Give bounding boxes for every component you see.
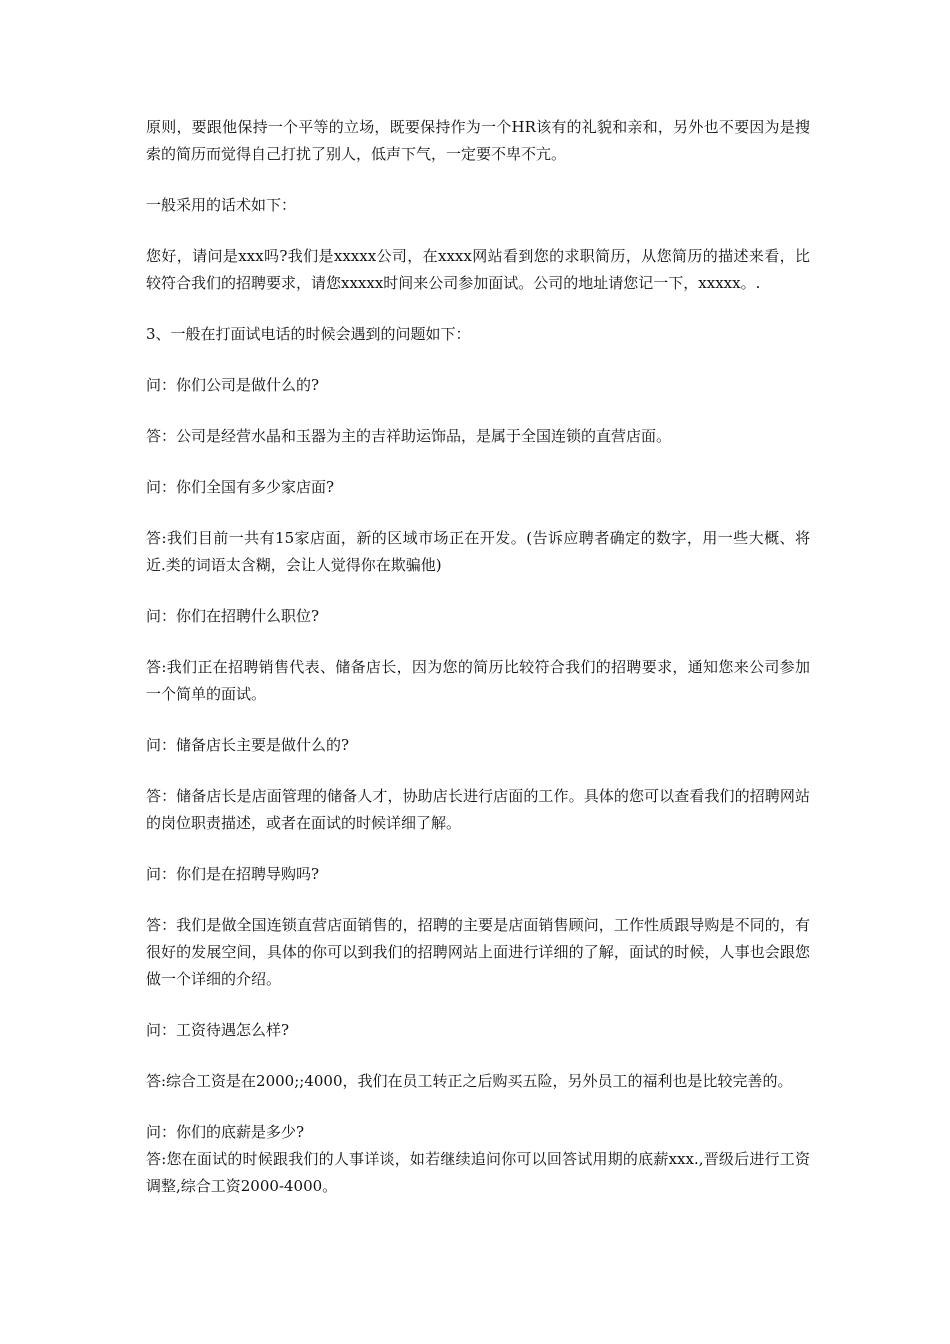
- question-shopping-guide: 问：你们是在招聘导购吗?: [146, 865, 320, 883]
- answer-reserve-manager: 答：储备店长是店面管理的储备人才，协助店长进行店面的工作。具体的您可以查看我们的招聘网站的岗位职责描述，或者在面试的时候详细了解。: [146, 787, 810, 832]
- document-page: [146, 114, 810, 1224]
- question-positions: 问：你们在招聘什么职位?: [146, 607, 320, 625]
- answer-salary: 答:综合工资是在2000;;4000，我们在员工转正之后购买五险，另外员工的福利也是比较完善的。: [146, 1072, 793, 1090]
- question-company-business: 问：你们公司是做什么的?: [146, 376, 320, 394]
- answer-base-salary: 答:您在面试的时候跟我们的人事详谈，如若继续追问你可以回答试用期的底薪xxx.,晋级后进行工资调整,综合工资2000-4000。: [146, 1150, 810, 1195]
- answer-shopping-guide: 答：我们是做全国连锁直营店面销售的，招聘的主要是店面销售顾问，工作性质跟导购是不同的，有很好的发展空间，具体的你可以到我们的招聘网站上面进行详细的了解，面试的时候，人事也会跟您做一个详细的介绍。: [146, 916, 810, 988]
- answer-positions: 答:我们正在招聘销售代表、储备店长，因为您的简历比较符合我们的招聘要求，通知您来公司参加一个简单的面试。: [146, 658, 810, 703]
- question-store-count: 问：你们全国有多少家店面?: [146, 478, 335, 496]
- paragraph-principle: 原则，要跟他保持一个平等的立场，既要保持作为一个HR该有的礼貌和亲和，另外也不要因为是搜索的简历而觉得自己打扰了别人，低声下气，一定要不卑不亢。: [146, 118, 810, 163]
- answer-company-business: 答：公司是经营水晶和玉器为主的吉祥助运饰品，是属于全国连锁的直营店面。: [146, 427, 672, 445]
- section-heading-questions: 3、一般在打面试电话的时候会遇到的问题如下：: [146, 325, 471, 343]
- answer-store-count: 答:我们目前一共有15家店面，新的区域市场正在开发。(告诉应聘者确定的数字，用一些大概、将近.类的词语太含糊，会让人觉得你在欺骗他): [146, 529, 810, 574]
- question-salary: 问：工资待遇怎么样?: [146, 1021, 290, 1039]
- paragraph-script-intro: 一般采用的话术如下：: [146, 196, 297, 214]
- question-reserve-manager: 问：储备店长主要是做什么的?: [146, 736, 350, 754]
- question-base-salary: 问：你们的底薪是多少?: [146, 1123, 305, 1141]
- paragraph-script-example: 您好，请问是xxx吗?我们是xxxxx公司，在xxxx网站看到您的求职简历，从您简历的描述来看，比较符合我们的招聘要求，请您xxxxx时间来公司参加面试。公司的地址请您记一下，xxxxx。.: [146, 247, 810, 292]
